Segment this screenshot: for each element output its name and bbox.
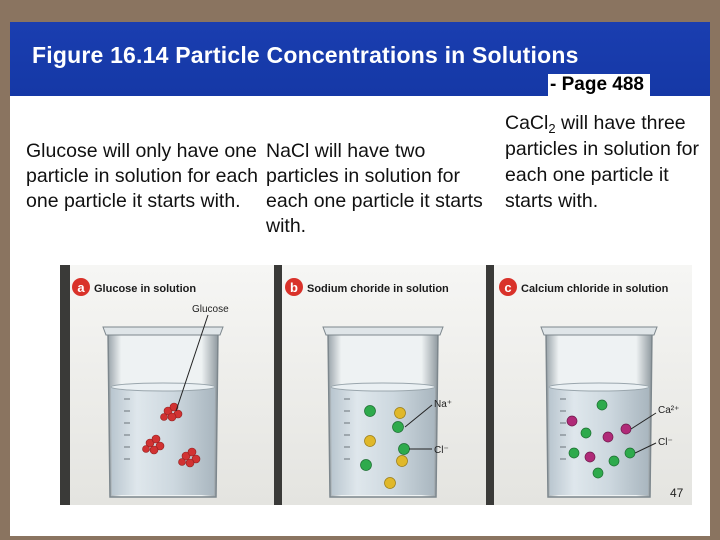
glucose-description: Glucose will only have one particle in solution for each one particle it starts with. xyxy=(26,140,258,212)
beakers-illustration xyxy=(60,265,692,505)
panel-a-letter: a xyxy=(77,280,85,295)
cacl2-subscript: 2 xyxy=(548,121,556,136)
cacl2-formula: CaCl xyxy=(505,112,549,134)
calcium-label: Ca²⁺ xyxy=(658,405,680,416)
panel-b-title: Sodium choride in solution xyxy=(307,283,449,295)
beaker-a xyxy=(103,327,223,497)
beaker-b xyxy=(323,327,443,497)
beakers-photo xyxy=(60,265,692,505)
figure-title: Figure 16.14 Particle Concentrations in Solutions xyxy=(32,42,579,68)
chloride-label-c: Cl⁻ xyxy=(658,437,673,448)
panel-b-letter: b xyxy=(290,280,298,295)
cacl2-sentence: will have three particles in solution for each one particle it starts with. xyxy=(505,112,700,212)
page-reference: - Page 488 xyxy=(548,74,650,96)
panel-a-title: Glucose in solution xyxy=(94,283,197,295)
glucose-label: Glucose xyxy=(192,304,229,315)
page-number: 47 xyxy=(670,486,684,500)
chloride-label-b: Cl⁻ xyxy=(434,445,449,456)
cacl2-description xyxy=(505,110,705,214)
panel-c-letter: c xyxy=(504,280,512,295)
sodium-label: Na⁺ xyxy=(434,399,453,410)
panel-c-title: Calcium chloride in solution xyxy=(521,283,669,295)
nacl-description: NaCl will have two particles in solution for each one particle it starts with. xyxy=(266,140,483,237)
